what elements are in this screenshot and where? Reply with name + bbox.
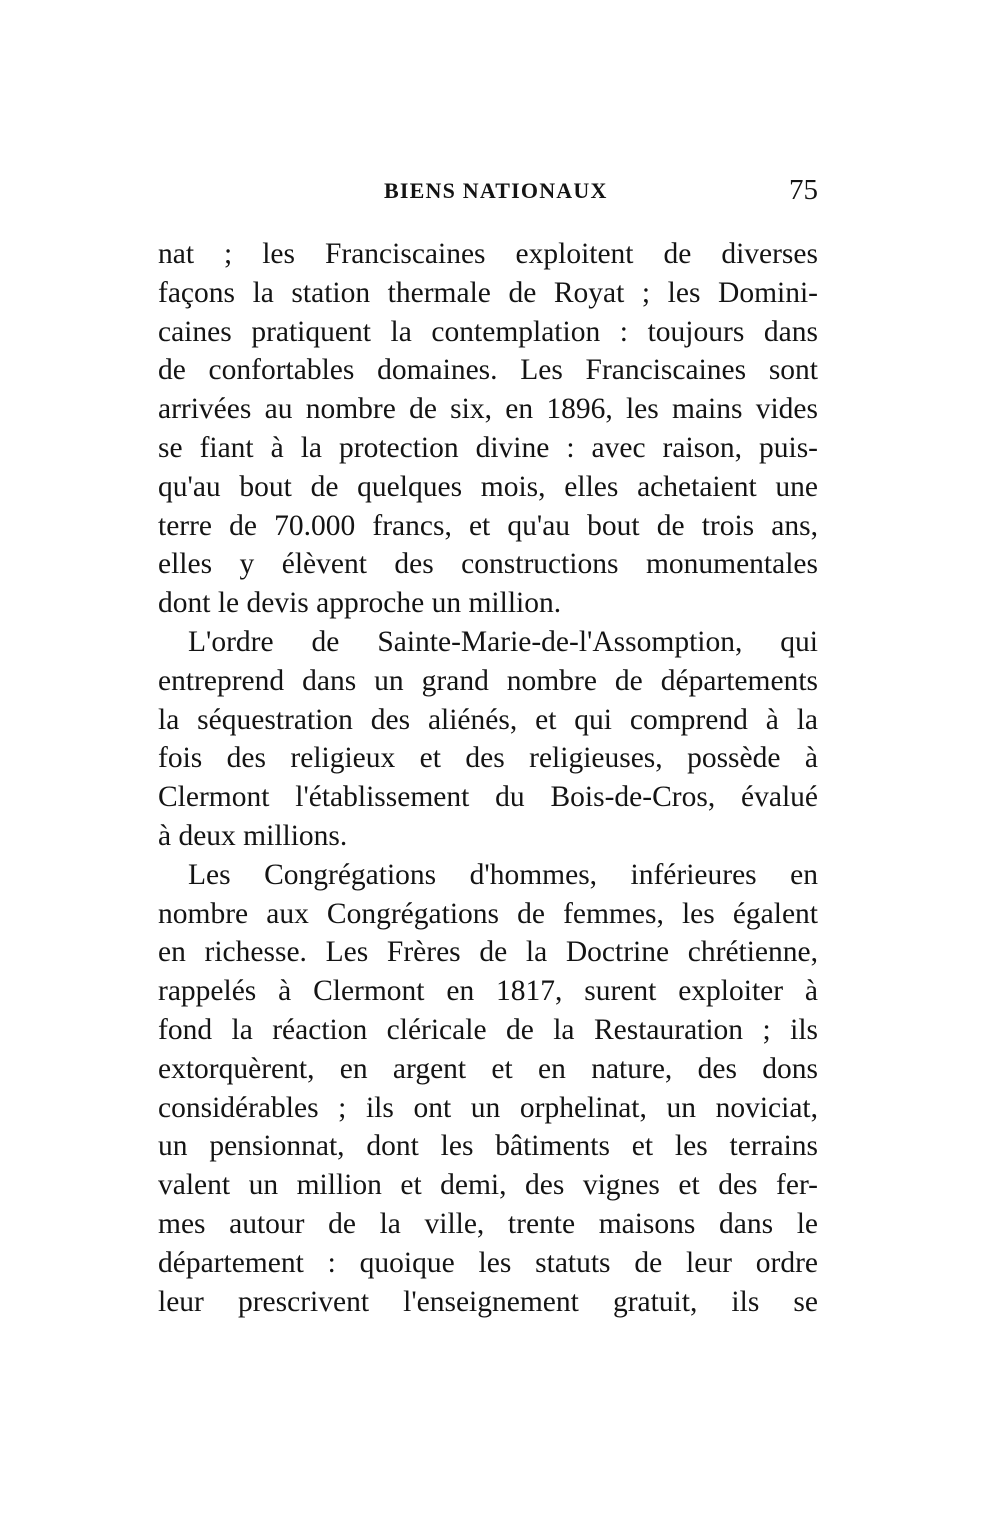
text-line: rappelés à Clermont en 1817, surent exploiter à: [158, 975, 818, 1008]
text-line: qu'au bout de quelques mois, elles achetaient une: [158, 470, 818, 503]
text-line: Clermont l'établissement du Bois-de-Cros, évalué: [158, 781, 818, 814]
paragraph-3: [158, 856, 818, 1322]
text-line: leur prescrivent l'enseignement gratuit, ils se: [158, 1285, 818, 1318]
text-line: fois des religieux et des religieuses, possède à: [158, 742, 818, 775]
text-line: terre de 70.000 francs, et qu'au bout de trois ans,: [158, 509, 818, 542]
paragraph-2: [158, 623, 818, 856]
text-line: fond la réaction cléricale de la Restauration ; ils: [158, 1013, 818, 1046]
running-title: BIENS NATIONAUX: [384, 178, 608, 203]
text-line: la séquestration des aliénés, et qui comprend à la: [158, 703, 818, 736]
page-number: 75: [789, 174, 818, 206]
text-line: se fiant à la protection divine : avec raison, puis-: [158, 431, 818, 464]
running-head: [158, 174, 818, 218]
text-line: valent un million et demi, des vignes et des fer-: [158, 1169, 818, 1202]
text-line: elles y élèvent des constructions monumentales: [158, 548, 818, 581]
text-line: dont le devis approche un million.: [158, 587, 562, 620]
text-line: L'ordre de Sainte-Marie-de-l'Assomption, qui: [188, 625, 818, 658]
text-line: façons la station thermale de Royat ; les Domini-: [158, 276, 818, 309]
paragraph-1: [158, 235, 818, 623]
text-line: à deux millions.: [158, 819, 348, 852]
text-line: mes autour de la ville, trente maisons dans le: [158, 1207, 818, 1240]
text-line: nat ; les Franciscaines exploitent de diverses: [158, 238, 818, 270]
text-line: considérables ; ils ont un orphelinat, un noviciat,: [158, 1091, 818, 1124]
text-line: nombre aux Congrégations de femmes, les égalent: [158, 897, 818, 930]
text-line: caines pratiquent la contemplation : toujours dans: [158, 315, 818, 348]
body-text: [158, 235, 818, 1321]
text-line: extorquèrent, en argent et en nature, des dons: [158, 1052, 818, 1085]
text-line: entreprend dans un grand nombre de départements: [158, 664, 818, 697]
text-line: un pensionnat, dont les bâtiments et les terrains: [158, 1130, 818, 1163]
text-line: Les Congrégations d'hommes, inférieures en: [188, 858, 818, 891]
text-line: arrivées au nombre de six, en 1896, les mains vides: [158, 393, 818, 426]
text-line: en richesse. Les Frères de la Doctrine chrétienne,: [158, 936, 818, 969]
text-line: département : quoique les statuts de leur ordre: [158, 1246, 818, 1279]
text-line: de confortables domaines. Les Franciscaines sont: [158, 354, 818, 387]
